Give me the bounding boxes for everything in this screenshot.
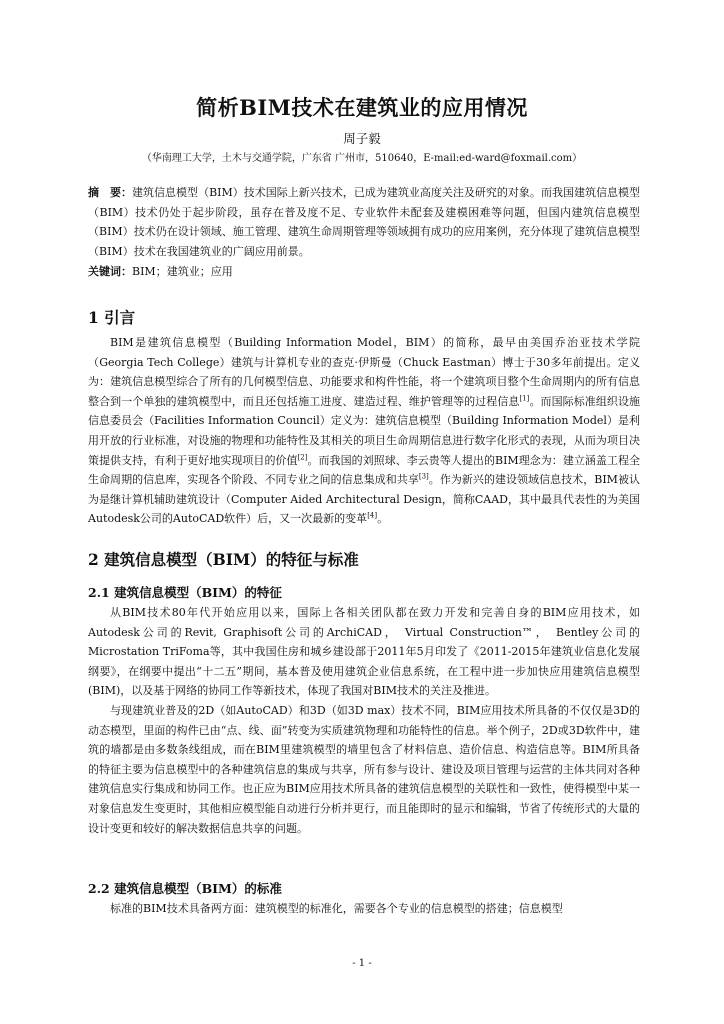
abstract (88, 183, 640, 261)
citation-3: [3] (418, 472, 429, 481)
section-2-heading: 2 建筑信息模型（BIM）的特征与标准 (88, 550, 359, 569)
keywords-text: BIM；建筑业；应用 (132, 265, 233, 278)
citation-2: [2] (297, 452, 308, 461)
paper-title: 简析BIM技术在建筑业的应用情况 (196, 95, 528, 120)
section-2-1-paragraph-1: 从BIM技术80年代开始应用以来，国际上各相关团队都在致力开发和完善自身的BIM应用技术，如Autodesk公司的Revit, Graphisoft公司的ArchiCAD， Virtual Construction™， Bentley公司的Microstation TriFoma等，其中我国住房和城乡建设部于2011年5月印发了《2011-2015年建筑业信息化发展纲要》，在纲要中提出“十二五”期间，基本普及使用建筑企业信息系统，在工程中进一步加快应用建筑信息模型(BIM)，以及基于网络的协同工作等新技术，体现了我国对BIM技术的关注及推进。 (88, 606, 640, 698)
section-2-1-heading: 2.1 建筑信息模型（BIM）的特征 (88, 585, 282, 600)
abstract-text: 建筑信息模型（BIM）技术国际上新兴技术，已成为建筑业高度关注及研究的对象。而我国建筑信息模型（BIM）技术仍处于起步阶段，虽存在普及度不足、专业软件未配套及建模困难等问题，但国内建筑信息模型（BIM）技术仍在设计领域、施工管理、建筑生命周期管理等领域拥有成功的应用案例，充分体现了建筑信息模型（BIM）技术在我国建筑业的广阔应用前景。 (88, 186, 640, 258)
page-number: - 1 - (352, 958, 372, 969)
citation-4: [4] (367, 511, 378, 520)
author-name: 周子毅 (343, 131, 381, 146)
section-2-2-paragraph-1: 标准的BIM技术具备两方面：建筑模型的标准化，需要各个专业的信息模型的搭建；信息模型 (110, 902, 563, 915)
section-2-2-heading: 2.2 建筑信息模型（BIM）的标准 (88, 881, 282, 896)
section-2-1-paragraph-2: 与现建筑业普及的2D（如AutoCAD）和3D（如3D max）技术不同，BIM应用技术所具备的不仅仅是3D的动态模型，里面的构件已由“点、线、面”转变为实质建筑物理和功能特性的信息。举个例子，2D或3D软件中，建筑的墙都是由多数条线组成，而在BIM里建筑模型的墙里包含了材料信息、造价信息、构造信息等。BIM所具备的特征主要为信息模型中的各种建筑信息的集成与共享，所有参与设计、建设及项目管理与运营的主体共同对各种建筑信息实行集成和协同工作。也正应为BIM应用技术所具备的建筑信息模型的关联性和一致性，使得模型中某一对象信息发生变更时，其他相应模型能自动进行分析并更行，而且能即时的显示和编辑，节省了传统形式的大量的设计变更和较好的解决数据信息共享的问题。 (88, 704, 640, 835)
section-1-heading: 1 引言 (88, 308, 136, 327)
author-affiliation: （华南理工大学，土木与交通学院，广东省 广州市，510640，E-mail:ed-ward@foxmail.com） (141, 153, 583, 164)
keywords-label: 关键词： (88, 265, 132, 278)
keywords (88, 262, 640, 282)
abstract-label: 摘 要： (88, 186, 133, 199)
citation-1: [1] (519, 394, 530, 403)
section-1-paragraph: BIM是建筑信息模型（Building Information Model，BIM）的简称，最早由美国乔治亚技术学院（Georgia Tech College）建筑与计算机专业的查克·伊斯曼（Chuck Eastman）博士于30多年前提出。定义为：建筑信息模型综合了所有的几何模型信息、功能要求和构件性能，将一个建筑项目整个生命周期内的所有信息整合到一个单独的建筑模型中，而且还包括施工进度、建造过程、维护管理等的过程信息[1]。而国际标准组织设施信息委员会（Facilities Information Council）定义为：建筑信息模型（Building Information Model）是利用开放的行业标准，对设施的物理和功能特性及其相关的项目生命周期信息进行数字化形式的表现，从而为项目决策提供支持，有利于更好地实现项目的价值[2]。而我国的刘照球、李云贵等人提出的BIM理念为：建立涵盖工程全生命周期的信息库，实现各个阶段、不同专业之间的信息集成和共享[3]。作为新兴的建设领域信息技术，BIM被认为是继计算机辅助建筑设计（Computer Aided Architectural Design，简称CAAD，其中最具代表性的为美国Autodesk公司的AutoCAD软件）后，又一次最新的变革[4]。 (88, 336, 641, 526)
